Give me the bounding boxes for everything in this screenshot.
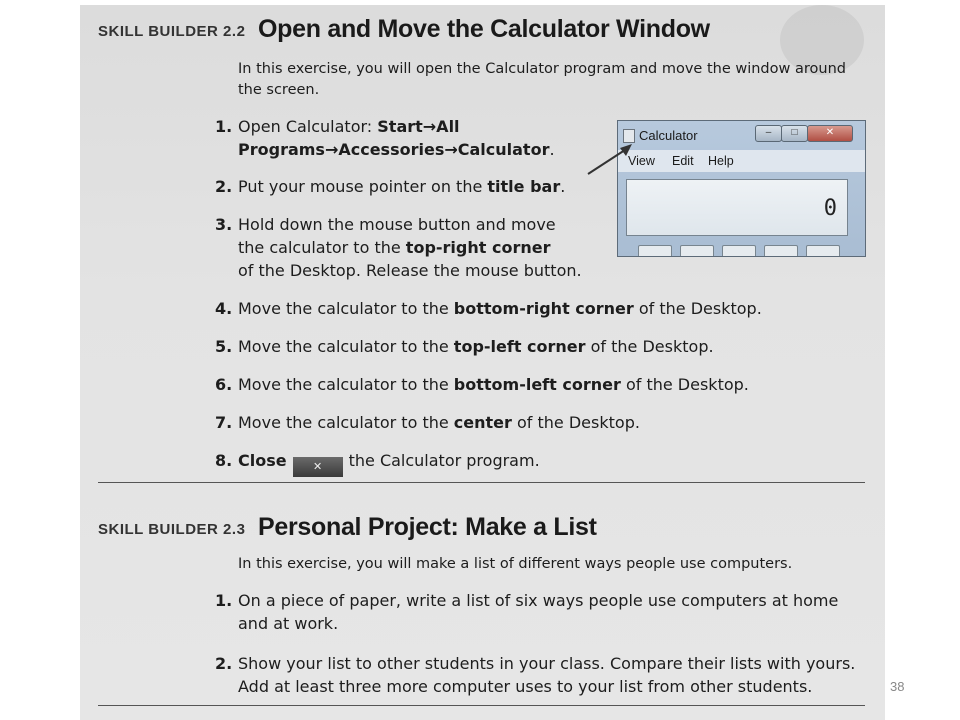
step-text: Move the calculator to the top-left corner of the Desktop.	[238, 337, 714, 356]
calculator-title: Calculator	[639, 128, 698, 143]
step-text: Programs→Accessories→Calculator.	[238, 140, 555, 159]
calculator-menu-bar	[618, 150, 865, 172]
step-text: Open Calculator: Start→All	[238, 117, 460, 136]
step-text: Hold down the mouse button and move	[238, 215, 556, 234]
step-number: 2.	[215, 177, 233, 196]
step-text: the calculator to the top-right corner	[238, 238, 551, 257]
page-number: 38	[890, 679, 905, 694]
menu-edit: Edit	[672, 154, 694, 168]
scanned-page	[80, 5, 885, 720]
section-title: Open and Move the Calculator Window	[258, 15, 710, 43]
close-icon: ✕	[807, 125, 853, 142]
skill-builder-label: SKILL BUILDER 2.2	[98, 23, 246, 40]
maximize-icon: □	[781, 125, 808, 142]
step-text: On a piece of paper, write a list of six ways people use computers at home	[238, 591, 839, 610]
step-text: Move the calculator to the bottom-left corner of the Desktop.	[238, 375, 749, 394]
calculator-key	[722, 245, 756, 257]
calculator-key	[806, 245, 840, 257]
section-title: Personal Project: Make a List	[258, 513, 597, 541]
section-divider	[98, 482, 865, 483]
minimize-icon: –	[755, 125, 782, 142]
step-number: 2.	[215, 654, 233, 673]
section-intro: In this exercise, you will make a list of different ways people use computers.	[238, 556, 793, 572]
calculator-key	[764, 245, 798, 257]
display-value: 0	[823, 196, 837, 221]
step-text: Put your mouse pointer on the title bar.	[238, 177, 566, 196]
menu-view: View	[628, 154, 655, 168]
pointer-arrow	[580, 130, 640, 180]
step-number: 7.	[215, 413, 233, 432]
calculator-key	[638, 245, 672, 257]
step-text: Move the calculator to the bottom-right corner of the Desktop.	[238, 299, 762, 318]
step-text: Move the calculator to the center of the Desktop.	[238, 413, 640, 432]
section-intro: In this exercise, you will open the Calculator program and move the window around the screen.	[238, 61, 846, 98]
calculator-display	[626, 179, 848, 236]
step-text: of the Desktop. Release the mouse button.	[238, 261, 582, 280]
step-text: Add at least three more computer uses to your list from other students.	[238, 677, 813, 696]
calculator-window-image	[617, 120, 866, 257]
calculator-key	[680, 245, 714, 257]
skill-builder-label: SKILL BUILDER 2.3	[98, 521, 246, 538]
step-number: 8.	[215, 451, 233, 470]
step-number: 5.	[215, 337, 233, 356]
section-divider	[98, 705, 865, 706]
step-text: Show your list to other students in your class. Compare their lists with yours.	[238, 654, 856, 673]
close-button-image: ✕	[293, 457, 343, 477]
step-number: 1.	[215, 117, 233, 136]
step-number: 1.	[215, 591, 233, 610]
step-number: 6.	[215, 375, 233, 394]
step-number: 4.	[215, 299, 233, 318]
step-text: and at work.	[238, 614, 339, 633]
step-text: Close ✕ the Calculator program.	[238, 449, 540, 477]
menu-help: Help	[708, 154, 734, 168]
step-number: 3.	[215, 215, 233, 234]
